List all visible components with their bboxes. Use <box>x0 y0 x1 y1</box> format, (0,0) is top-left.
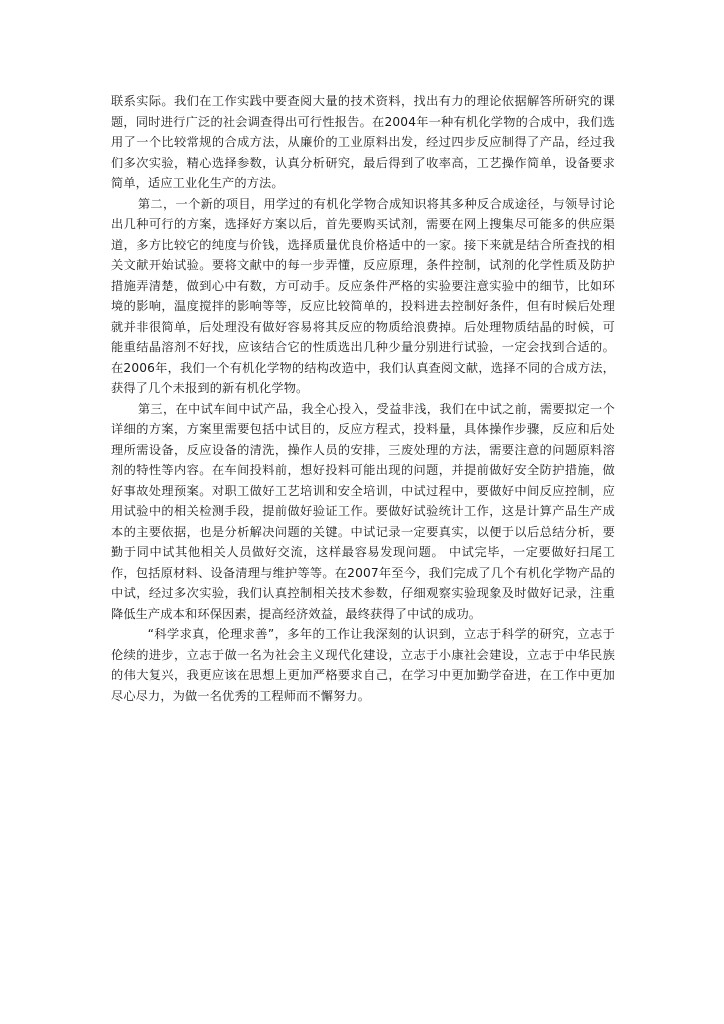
body-text <box>111 91 615 706</box>
paragraph-second-point: 第二，一个新的项目，用学过的有机化学物合成知识将其多种反合成途径，与领导讨论出几种可行的方案，选择好方案以后，首先要购买试剂，需要在网上搜集尽可能多的供应渠道，多方比较它的纯度与价钱，选择质量优良价格适中的一家。接下来就是结合所查找的相关文献开始试验。要将文献中的每一步弄懂，反应原理，条件控制，试剂的化学性质及防护措施弄清楚，做到心中有数，方可动手。反应条件严格的实验要注意实验中的细节，比如环境的影响，温度搅拌的影响等等，反应比较简单的，投料进去控制好条件，但有时候后处理就并非很简单，后处理没有做好容易将其反应的物质给浪费掉。后处理物质结晶的时候，可能重结晶溶剂不好找，应该结合它的性质选出几种少量分别进行试验，一定会找到合适的。在2006年，我们一个有机化学物的结构改造中，我们认真查阅文献，选择不同的合成方法，获得了几个未报到的新有机化学物。 <box>111 196 615 395</box>
paragraph-continuation: 联系实际。我们在工作实践中要查阅大量的技术资料，找出有力的理论依据解答所研究的课题，同时进行广泛的社会调查得出可行性报告。在2004年一种有机化学物的合成中，我们选用了一个比较常规的合成方法，从廉价的工业原料出发，经过四步反应制得了产品，经过我们多次实验，精心选择参数，认真分析研究，最后得到了收率高，工艺操作简单，设备要求简单，适应工业化生产的方法。 <box>111 94 615 190</box>
paragraph-conclusion: “科学求真，伦理求善”，多年的工作让我深刻的认识到，立志于科学的研究，立志于伦续的进步，立志于做一名为社会主义现代化建设，立志于小康社会建设，立志于中华民族的伟大复兴，我更应该在思想上更加严格要求自己，在学习中更加勤学奋进，在工作中更加尽心尽力，为做一名优秀的工程师而不懈努力。 <box>111 627 615 703</box>
paragraph-third-point: 第三，在中试车间中试产品，我全心投入，受益非浅，我们在中试之前，需要拟定一个详细的方案，方案里需要包括中试目的，反应方程式，投料量，具体操作步骤，反应和后处理所需设备，反应设备的清洗，操作人员的安排，三废处理的方法，需要注意的问题原料溶剂的特性等内容。在车间投料前，想好投料可能出现的问题，并提前做好安全防护措施，做好事故处理预案。对职工做好工艺培训和安全培训，中试过程中，要做好中间反应控制，应用试验中的相关检测手段，提前做好验证工作。要做好试验统计工作，这是计算产品生产成本的主要依据，也是分析解决问题的关键。中试记录一定要真实，以便于以后总结分析，要勤于同中试其他相关人员做好交流，这样最容易发现问题。 中试完毕，一定要做好扫尾工作，包括原材料、设备清理与维护等等。在2007年至今，我们完成了几个有机化学物产品的中试，经过多次实验，我们认真控制相关技术参数，仔细观察实验现象及时做好记录，注重降低生产成本和环保因素，提高经济效益，最终获得了中试的成功。 <box>111 401 615 621</box>
